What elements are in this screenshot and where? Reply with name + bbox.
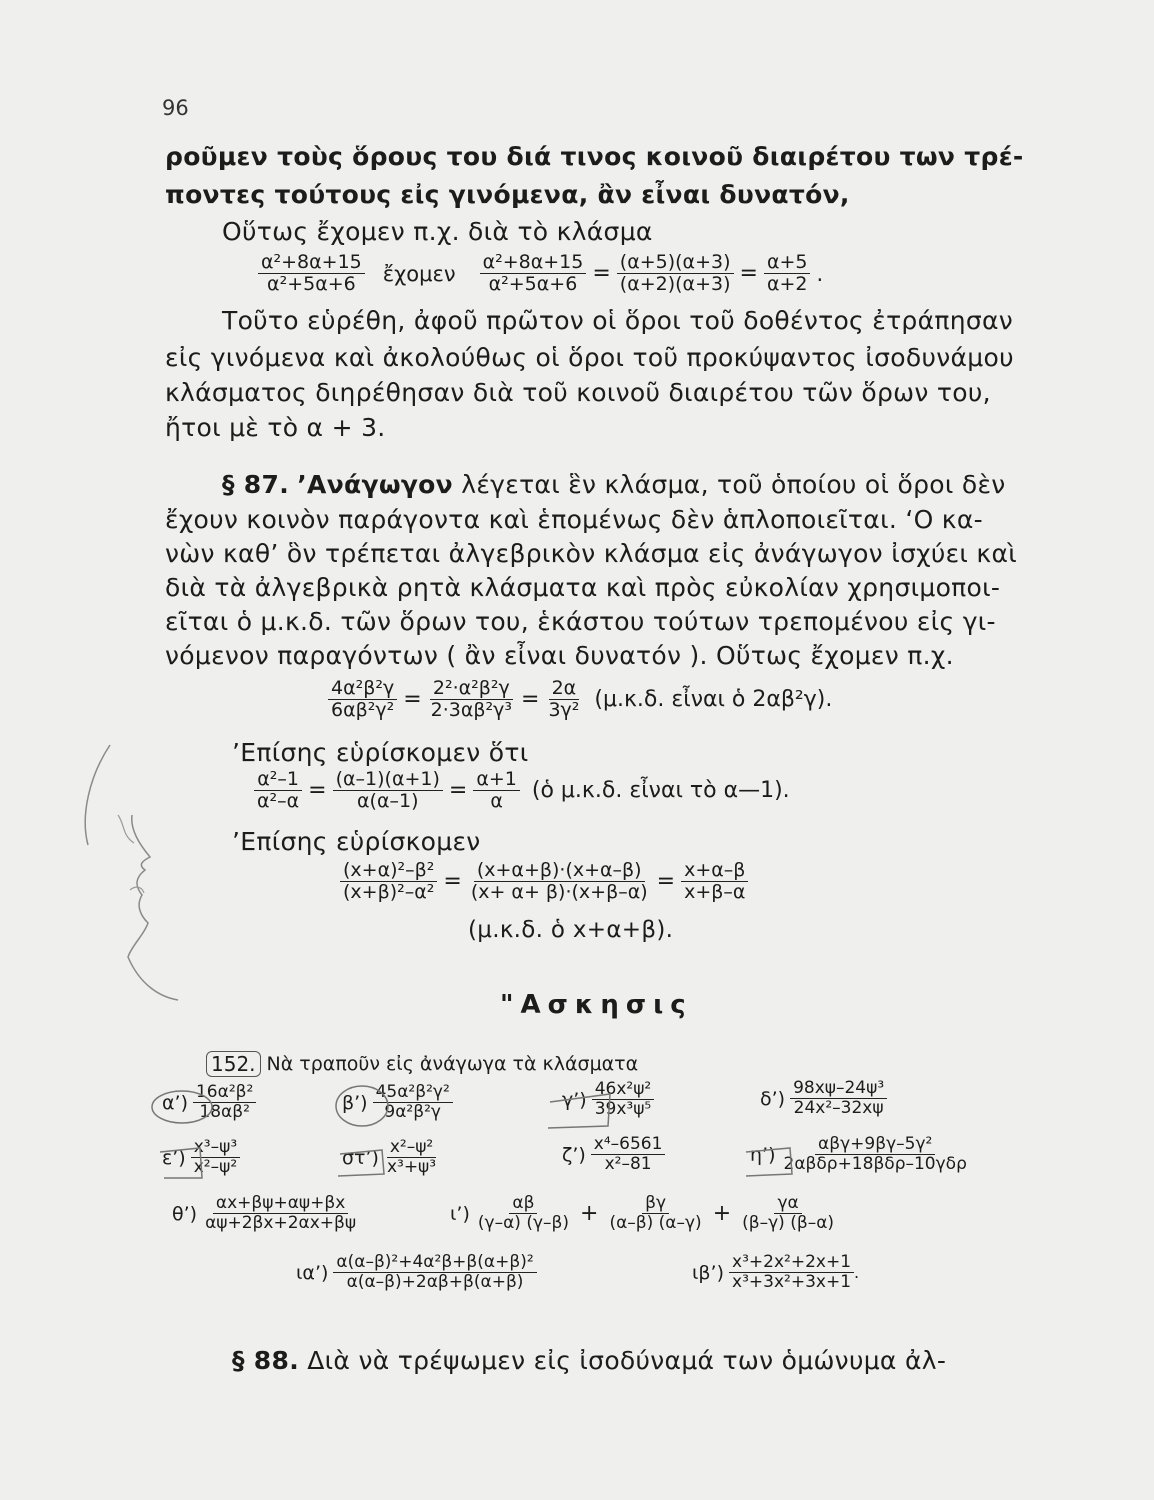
para1-line-2: εἰς γινόμενα καὶ ἀκολούθως οἱ ὅροι τοῦ προκύψαντος ἰσοδυνάμου (165, 343, 1014, 372)
equation-2: $\frac{\text{4α²β²γ}}{\text{6αβ²γ²}}$ = $\frac{\text{2²·α²β²γ}}{\text{2·3αβ²γ³}}$ = $\frac{2\alpha}{\text{3γ²}}$ (μ.κ.δ. εἶναι ὁ 2αβ²γ). (328, 678, 832, 722)
para1-line-4: ἤτοι μὲ τὸ α + 3. (165, 413, 386, 442)
exercise-ia: ια’) $\frac{\text{α(α–β)²+4α²β+β(α+β)²}}{\alpha(\alpha-\beta)+2\alpha\beta+\beta(\alpha+\beta)}$ (296, 1253, 537, 1292)
fraction: $\frac{\text{(x+α)²–β²}}{\text{(x+β)²–α²}}$ (340, 860, 437, 904)
para1-line-3: κλάσματος διηρέθησαν διὰ τοῦ κοινοῦ διαιρέτου τῶν ὅρων του, (165, 378, 991, 407)
fraction: $\frac{(\alpha-1)(\alpha+1)}{\alpha(\alpha-1)}$ (333, 769, 443, 813)
exercise-h: η’) $\frac{\text{αβγ+9βγ–5γ²}}{\text{2αβδρ+18βδρ–10γδρ}}$ (750, 1134, 967, 1175)
fraction: $\frac{(x+\alpha+\beta)\cdot(x+\alpha-\beta)}{(x+ \alpha+ \beta)\cdot(x+\beta-\alpha)}$ (470, 859, 648, 904)
section-87-line-1: § 87. ’Ανάγωγον λέγεται ἓν κλάσμα, τοῦ ὁποίου οἱ ὅροι δὲν (222, 470, 1006, 499)
equation-4: $\frac{\text{(x+α)²–β²}}{\text{(x+β)²–α²}}$ = $\frac{(x+\alpha+\beta)\cdot(x+\alpha-\beta)}{(x+ \alpha+ \beta)\cdot(x+\beta-\alpha)}$ = $\frac{x+\alpha-\beta}{x+\beta-\alpha}$ (340, 860, 748, 904)
section-88-line: § 88. Διὰ νὰ τρέψωμεν εἰς ἰσοδύναμά των ὁμώνυμα ἀλ- (232, 1346, 947, 1375)
also-line-2: ’Επίσης εὑρίσκομεν (232, 827, 481, 856)
fraction: $\frac{2\alpha}{\text{3γ²}}$ (548, 677, 580, 722)
exercise-number: 152. (206, 1051, 261, 1077)
section-87-line-4: διὰ τὰ ἀλγεβρικὰ ρητὰ κλάσματα καὶ πρὸς εὐκολίαν χρησιμοποι- (165, 573, 1001, 602)
equation-3: $\frac{\text{α²–1}}{\text{α²–α}}$ = $\frac{(\alpha-1)(\alpha+1)}{\alpha(\alpha-1)}$ = $\frac{\alpha+1}{\alpha}$ (ὁ μ.κ.δ. εἶναι τὸ α—1). (254, 769, 790, 813)
intro-line-1: ροῦμεν τοὺς ὅρους του διά τινος κοινοῦ διαιρέτου των τρέ- (165, 142, 1024, 171)
fraction: $\frac{x+\alpha-\beta}{x+\beta-\alpha}$ (681, 860, 748, 904)
exercise-st: στ’) $\frac{\text{x²–ψ²}}{\text{x³+ψ³}}$ (342, 1137, 437, 1178)
section-87-line-6: νόμενον παραγόντων ( ἂν εἶναι δυνατόν ). Οὕτως ἔχομεν π.χ. (165, 641, 954, 670)
exercises-heading: "Ασκησις (500, 990, 693, 1020)
equation-4-gcd: (μ.κ.δ. ὁ x+α+β). (468, 917, 674, 943)
exercise-th: θ’) $\frac{\alpha x+\beta\psi+\alpha\psi+\beta x}{\alpha\psi+2\beta x+2\alpha x+\beta\psi}$ (172, 1193, 357, 1234)
also-line-1: ’Επίσης εὑρίσκομεν ὅτι (232, 738, 529, 767)
exercise-d: δ’) $\frac{\text{98xψ–24ψ³}}{\text{24x²–32xψ}}$ (760, 1079, 887, 1118)
section-87-line-3: νὼν καθ’ ὃν τρέπεται ἀλγεβρικὸν κλάσμα εἰς ἀνάγωγον ἰσχύει καὶ (165, 539, 1017, 568)
intro-line-2: ποντες τούτους εἰς γινόμενα, ἂν εἶναι δυνατόν, (165, 180, 850, 209)
section-87-line-2: ἔχουν κοινὸν παράγοντα καὶ ἑπομένως δὲν ἁπλοποιεῖται. ‘Ο κα- (165, 505, 983, 534)
exercise-i: ι’) $\frac{\alpha\beta}{(\gamma-\alpha) (\gamma-\beta)}$ + $\frac{\beta\gamma}{(\alpha-\beta) (\alpha-\gamma)}$ + $\frac{\gamma\alpha}{(\beta-\gamma) (\beta-\alpha)}$ (450, 1193, 835, 1234)
pencil-face-sketch (70, 735, 180, 1015)
exercise-instruction: 152. Νὰ τραποῦν εἰς ἀνάγωγα τὰ κλάσματα (206, 1051, 638, 1077)
exercise-b: β’) $\frac{\text{45α²β²γ²}}{\text{9α²β²γ}}$ (342, 1083, 453, 1122)
fraction: $\frac{\alpha+5}{\alpha+2}$ (764, 252, 811, 296)
fraction: $\frac{\text{α²+8α+15}}{\text{α²+5α+6}}$ (480, 252, 587, 296)
fraction: $\frac{\text{α²–1}}{\text{α²–α}}$ (254, 769, 302, 813)
fraction: $\frac{\alpha+1}{\alpha}$ (473, 769, 520, 813)
exercise-z: ζ’) $\frac{\text{x⁴–6561}}{\text{x²–81}}$ (562, 1135, 665, 1174)
fraction: $\frac{\text{α²+8α+15}}{\text{α²+5α+6}}$ (258, 252, 365, 296)
para1-line-1: Τοῦτο εὑρέθη, ἀφοῦ πρῶτον οἱ ὅροι τοῦ δοθέντος ἐτράπησαν (222, 306, 1014, 335)
fraction: $\frac{\text{2²·α²β²γ}}{\text{2·3αβ²γ³}}$ (430, 677, 512, 722)
exercise-c: γ’) $\frac{\text{46x²ψ²}}{\text{39x³ψ⁵}}$ (562, 1080, 654, 1119)
exercise-e: ε’) $\frac{\text{x³–ψ³}}{\text{x²–ψ²}}$ (162, 1138, 240, 1177)
exercise-a: α’) $\frac{\text{16α²β²}}{\text{18αβ²}}$ (162, 1083, 256, 1122)
pencil-marks (150, 1040, 950, 1180)
intro-line-3: Οὕτως ἔχομεν π.χ. διὰ τὸ κλάσμα (222, 217, 653, 246)
fraction: $\frac{(\alpha+5)(\alpha+3)}{(\alpha+2)(\alpha+3)}$ (617, 252, 734, 296)
section-87-line-5: εῖται ὁ μ.κ.δ. τῶν ὅρων του, ἑκάστου τούτων τρεπομένου εἰς γι- (165, 607, 996, 636)
equation-1: $\frac{\text{α²+8α+15}}{\text{α²+5α+6}}$ ἔχομεν $\frac{\text{α²+8α+15}}{\text{α²+5α+6}}$ = $\frac{(\alpha+5)(\alpha+3)}{(\alpha+2)(\alpha+3)}$ = $\frac{\alpha+5}{\alpha+2}$ . (258, 252, 823, 296)
fraction: $\frac{\text{4α²β²γ}}{\text{6αβ²γ²}}$ (328, 678, 397, 722)
exercise-ib: ιβ’) $\frac{\text{x³+2x²+2x+1}}{\text{x³+3x²+3x+1}}$ . (692, 1252, 860, 1293)
page-number: 96 (162, 96, 189, 120)
